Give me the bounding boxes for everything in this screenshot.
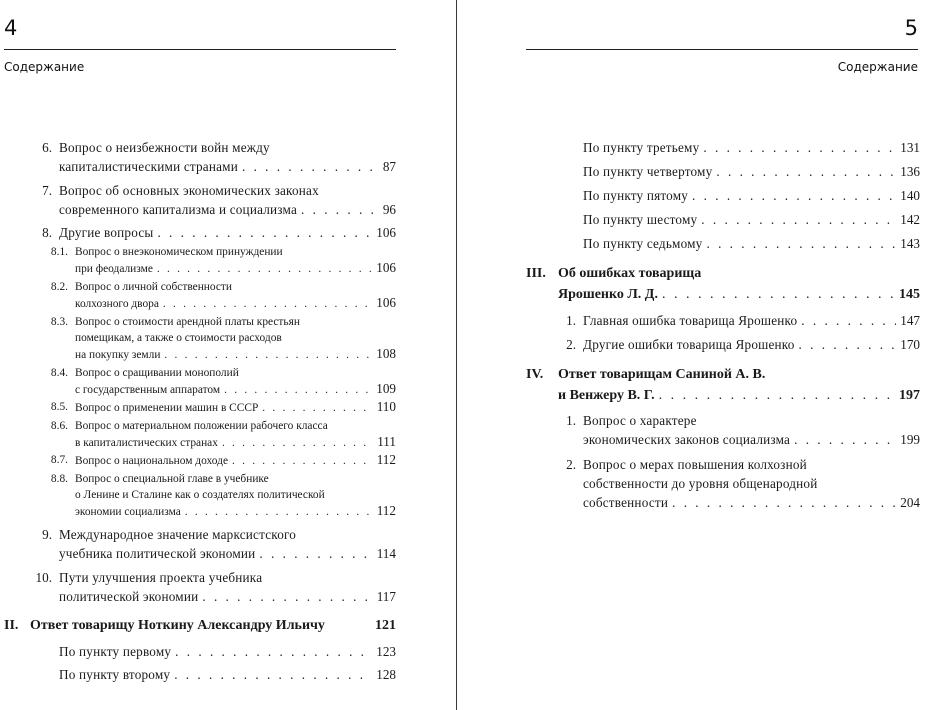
- toc-entry-text: собственности до уровня общенародной: [583, 476, 818, 491]
- toc-subentry[interactable]: [40, 418, 396, 451]
- toc-entry-text: помещикам, а также о стоимости расходов: [75, 332, 282, 344]
- running-head: Содержание: [837, 60, 918, 74]
- leader-dots: [262, 400, 372, 416]
- toc-entry-text: собственности: [583, 495, 669, 510]
- toc-entry-number: 2.: [566, 337, 576, 352]
- toc-entry[interactable]: [558, 335, 920, 354]
- toc-entry-text: По пункту пятому: [583, 188, 689, 203]
- toc-entry-text: Вопрос о характере: [583, 413, 697, 428]
- toc-entry-text: Международное значение марксистского: [59, 527, 297, 542]
- toc-entry-text: Вопрос о сращивании монополий: [75, 367, 239, 379]
- toc-entry-text: политической экономии: [59, 589, 199, 604]
- toc-entry-number: 8.1.: [50, 246, 68, 258]
- toc-entry[interactable]: [583, 138, 920, 157]
- toc-page-ref: 145: [899, 287, 920, 302]
- toc-page-ref: 142: [900, 212, 920, 227]
- toc-page-ref: 109: [376, 381, 396, 396]
- header-rule: [4, 49, 396, 50]
- toc-entry-text: Пути улучшения проекта учебника: [59, 570, 263, 585]
- toc-page-ref: 136: [900, 164, 920, 179]
- toc-section-number: IV.: [526, 367, 544, 382]
- toc-entry-number: 9.: [42, 527, 52, 542]
- leader-dots: [157, 261, 372, 277]
- toc-page-ref: 121: [375, 618, 396, 633]
- leader-dots: [202, 587, 372, 606]
- toc-entry-text: при феодализме: [75, 263, 153, 275]
- toc-section-title: Ответ товарищам Саниной А. В.: [558, 367, 766, 382]
- leader-dots: [174, 665, 372, 684]
- toc-entry-number: 1.: [566, 313, 576, 328]
- leader-dots: [242, 157, 379, 176]
- leader-dots: [672, 493, 896, 512]
- toc-entry[interactable]: [30, 181, 396, 219]
- leader-dots: [794, 430, 896, 449]
- leader-dots: [301, 200, 379, 219]
- toc-entry-text: Главная ошибка товарища Ярошенко: [583, 313, 798, 328]
- toc-subentry[interactable]: [40, 452, 396, 469]
- running-head: Содержание: [4, 60, 85, 74]
- toc-entry-number: 6.: [42, 140, 52, 155]
- toc-page-ref: 106: [376, 225, 396, 240]
- toc-entry-text: По пункту седьмому: [583, 236, 703, 251]
- leader-dots: [701, 210, 896, 229]
- leader-dots: [232, 453, 373, 469]
- toc-section-title: и Венжеру В. Г.: [558, 388, 655, 403]
- toc-entry-text: Вопрос об основных экономических законах: [59, 183, 319, 198]
- toc-section-number: III.: [526, 266, 546, 281]
- toc-entry-text: капиталистическими странами: [59, 159, 238, 174]
- toc-entry[interactable]: [583, 210, 920, 229]
- toc-entry-text: Вопрос о национальном доходе: [75, 455, 228, 467]
- leader-dots: [716, 162, 896, 181]
- toc-entry-number: 8.: [42, 225, 52, 240]
- leader-dots: [801, 311, 896, 330]
- toc-section-title: Ярошенко Л. Д.: [558, 287, 658, 302]
- leader-dots: [164, 347, 372, 363]
- leader-dots: [259, 544, 372, 563]
- leader-dots: [706, 234, 896, 253]
- toc-page-ref: 112: [376, 452, 396, 467]
- toc-entry[interactable]: [30, 568, 396, 606]
- toc-entry[interactable]: [558, 455, 920, 512]
- leader-dots: [185, 504, 373, 520]
- toc-entry-text: Вопрос о личной собственности: [75, 281, 232, 293]
- toc-page-ref: 110: [376, 399, 396, 414]
- toc-subentry[interactable]: [40, 471, 396, 520]
- toc-page-ref: 204: [900, 495, 920, 510]
- toc-entry[interactable]: [59, 642, 396, 661]
- right-page: [458, 0, 926, 710]
- toc-section[interactable]: [4, 615, 396, 636]
- toc-entry-text: Вопрос о применении машин в СССР: [75, 402, 259, 414]
- toc-entry-text: Вопрос о стоимости арендной платы крестьян: [75, 316, 300, 328]
- toc-entry[interactable]: [30, 223, 396, 242]
- toc-entry-text: По пункту шестому: [583, 212, 698, 227]
- toc-entry-text: По пункту первому: [59, 644, 172, 659]
- toc-entry-number: 10.: [35, 570, 52, 585]
- leader-dots: [163, 296, 372, 312]
- toc-subentry[interactable]: [40, 314, 396, 363]
- toc-entry-text: экономии социализма: [75, 506, 181, 518]
- toc-entry-text: с государственным аппаратом: [75, 384, 221, 396]
- toc-entry-text: По пункту третьему: [583, 140, 700, 155]
- leader-dots: [224, 382, 372, 398]
- toc-entry[interactable]: [558, 311, 920, 330]
- toc-page-ref: 199: [900, 432, 920, 447]
- leader-dots: [175, 642, 372, 661]
- toc-page-ref: 96: [382, 202, 396, 217]
- toc-entry-number: 2.: [566, 457, 576, 472]
- toc-page-ref: 112: [376, 503, 396, 518]
- toc-entry-text: колхозного двора: [75, 298, 159, 310]
- toc-section[interactable]: [526, 263, 920, 305]
- toc-page-ref: 108: [376, 346, 396, 361]
- toc-entry-text: Вопрос о материальном положении рабочего класса: [75, 420, 328, 432]
- toc-page-ref: 117: [376, 589, 396, 604]
- leader-dots: [703, 138, 896, 157]
- toc-entry[interactable]: [558, 411, 920, 449]
- toc-entry-text: на покупку земли: [75, 349, 161, 361]
- toc-section-title: Ответ товарищу Ноткину Александру Ильичу: [30, 618, 325, 633]
- page-number: 4: [4, 16, 18, 40]
- leader-dots: [662, 284, 895, 305]
- toc-entry-text: По пункту четвертому: [583, 164, 713, 179]
- toc-entry-text: учебника политической экономии: [59, 546, 256, 561]
- leader-dots: [799, 335, 897, 354]
- leader-dots: [157, 223, 372, 242]
- toc-entry-number: 7.: [42, 183, 52, 198]
- toc-entry[interactable]: [583, 162, 920, 181]
- toc-page-ref: 111: [377, 434, 396, 449]
- toc-entry-text: Вопрос о неизбежности войн между: [59, 140, 270, 155]
- toc-page-ref: 140: [900, 188, 920, 203]
- toc-page-ref: 131: [900, 140, 920, 155]
- toc-section[interactable]: [526, 364, 920, 406]
- toc-page-ref: 128: [376, 667, 396, 682]
- toc-subentry[interactable]: [40, 279, 396, 312]
- toc-entry[interactable]: [59, 665, 396, 684]
- toc-page-ref: 87: [382, 159, 396, 174]
- toc-entry[interactable]: [30, 138, 396, 176]
- toc-entry-number: 8.3.: [50, 316, 68, 328]
- toc-section-number: II.: [4, 618, 19, 633]
- toc-entry[interactable]: [30, 525, 396, 563]
- toc-entry[interactable]: [583, 186, 920, 205]
- toc-entry-number: 8.7.: [50, 454, 68, 466]
- toc-entry-text: о Ленине и Сталине как о создателях политической: [75, 489, 325, 501]
- toc-subentry[interactable]: [40, 365, 396, 398]
- toc-page-ref: 106: [376, 260, 396, 275]
- toc-page-ref: 197: [899, 388, 920, 403]
- toc-page-ref: 170: [900, 337, 920, 352]
- toc-entry-number: 8.8.: [50, 473, 68, 485]
- toc-entry[interactable]: [583, 234, 920, 253]
- toc-entry-number: 1.: [566, 413, 576, 428]
- toc-entry-number: 8.2.: [50, 281, 68, 293]
- toc-page-ref: 106: [376, 295, 396, 310]
- toc-entry-text: в капиталистических странах: [75, 437, 218, 449]
- page-number: 5: [904, 16, 918, 40]
- toc-entry-number: 8.6.: [50, 420, 68, 432]
- toc-entry-text: Вопрос о специальной главе в учебнике: [75, 473, 269, 485]
- toc-page-ref: 143: [900, 236, 920, 251]
- toc-entry-number: 8.5.: [50, 401, 68, 413]
- toc-page-ref: 114: [376, 546, 396, 561]
- leader-dots: [692, 186, 896, 205]
- toc-entry-text: По пункту второму: [59, 667, 171, 682]
- leader-dots: [222, 435, 373, 451]
- toc-subentry[interactable]: [40, 244, 396, 277]
- left-page: [0, 0, 458, 710]
- toc-page-ref: 123: [376, 644, 396, 659]
- toc-entry-text: Другие вопросы: [59, 225, 154, 240]
- toc-entry-text: экономических законов социализма: [583, 432, 791, 447]
- toc-entry-number: 8.4.: [50, 367, 68, 379]
- toc-entry-text: Вопрос о мерах повышения колхозной: [583, 457, 807, 472]
- leader-dots: [659, 385, 895, 406]
- toc-entry-text: современного капитализма и социализма: [59, 202, 298, 217]
- toc-subentry[interactable]: [40, 399, 396, 416]
- toc-section-title: Об ошибках товарища: [558, 266, 702, 281]
- header-rule: [526, 49, 918, 50]
- toc-entry-text: Вопрос о внеэкономическом принуждении: [75, 246, 283, 258]
- toc-page-ref: 147: [900, 313, 920, 328]
- toc-entry-text: Другие ошибки товарища Ярошенко: [583, 337, 795, 352]
